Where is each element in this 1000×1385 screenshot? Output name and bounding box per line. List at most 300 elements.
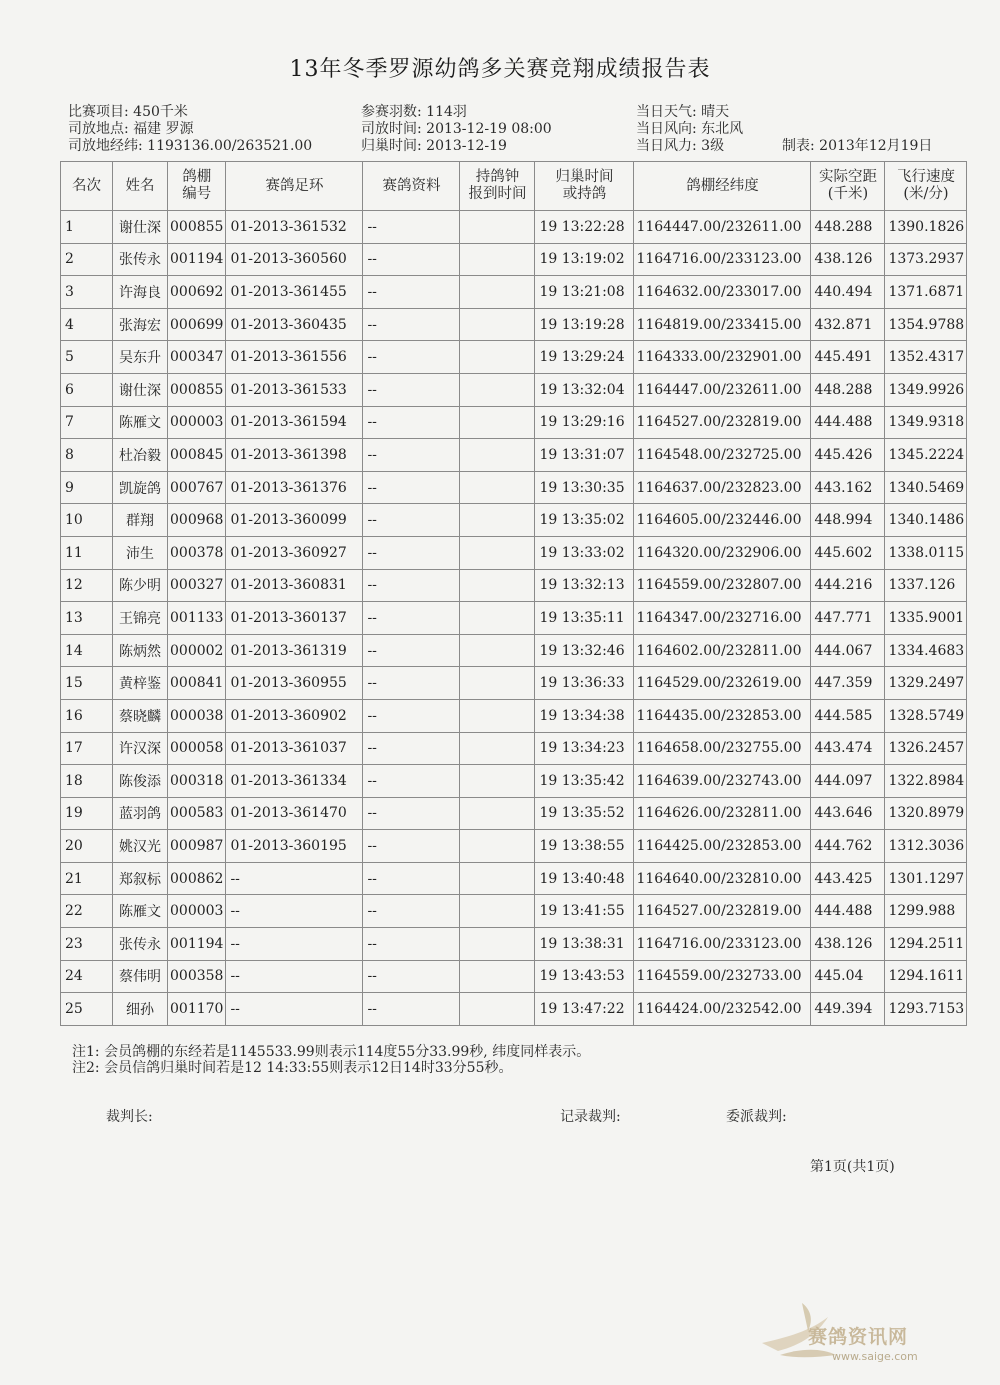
cell-info: -- bbox=[363, 797, 460, 830]
cell-rank: 12 bbox=[61, 569, 113, 602]
cell-clock bbox=[460, 667, 535, 700]
cell-name: 陈雁文 bbox=[113, 895, 168, 928]
cell-coord: 1164559.00/232807.00 bbox=[634, 569, 811, 602]
cell-ring: -- bbox=[226, 928, 363, 961]
cell-distance: 449.394 bbox=[811, 993, 885, 1026]
cell-rank: 15 bbox=[61, 667, 113, 700]
meta-return-time-label: 归巢时间: bbox=[361, 138, 422, 154]
cell-time: 19 13:32:13 bbox=[535, 569, 634, 602]
cell-info: -- bbox=[363, 536, 460, 569]
cell-rank: 23 bbox=[61, 928, 113, 961]
cell-rank: 17 bbox=[61, 732, 113, 765]
cell-info: -- bbox=[363, 308, 460, 341]
cell-clock bbox=[460, 536, 535, 569]
cell-loft: 000692 bbox=[168, 276, 226, 309]
cell-rank: 7 bbox=[61, 406, 113, 439]
cell-clock bbox=[460, 471, 535, 504]
cell-info: -- bbox=[363, 602, 460, 635]
cell-loft: 000699 bbox=[168, 308, 226, 341]
cell-clock bbox=[460, 830, 535, 863]
results-table-body bbox=[61, 211, 967, 1026]
table-row bbox=[61, 536, 967, 569]
cell-loft: 001194 bbox=[168, 928, 226, 961]
cell-clock bbox=[460, 699, 535, 732]
table-row bbox=[61, 341, 967, 374]
table-row bbox=[61, 308, 967, 341]
cell-coord: 1164447.00/232611.00 bbox=[634, 211, 811, 244]
cell-rank: 9 bbox=[61, 471, 113, 504]
cell-time: 19 13:29:16 bbox=[535, 406, 634, 439]
cell-loft: 000855 bbox=[168, 373, 226, 406]
table-row bbox=[61, 602, 967, 635]
meta-event-label: 比赛项目: bbox=[68, 104, 129, 120]
cell-name: 沛生 bbox=[113, 536, 168, 569]
cell-info: -- bbox=[363, 928, 460, 961]
cell-distance: 444.216 bbox=[811, 569, 885, 602]
cell-speed: 1320.8979 bbox=[885, 797, 967, 830]
meta-release-coord bbox=[68, 138, 312, 155]
cell-distance: 445.602 bbox=[811, 536, 885, 569]
cell-loft: 001194 bbox=[168, 243, 226, 276]
header-ring: 赛鸽足环 bbox=[226, 162, 363, 211]
cell-distance: 438.126 bbox=[811, 243, 885, 276]
cell-name: 许汉深 bbox=[113, 732, 168, 765]
header-coord: 鸽棚经纬度 bbox=[634, 162, 811, 211]
cell-name: 蔡伟明 bbox=[113, 960, 168, 993]
cell-distance: 448.288 bbox=[811, 211, 885, 244]
cell-rank: 18 bbox=[61, 765, 113, 798]
cell-name: 细孙 bbox=[113, 993, 168, 1026]
cell-time: 19 13:41:55 bbox=[535, 895, 634, 928]
cell-ring: 01-2013-361037 bbox=[226, 732, 363, 765]
cell-distance: 440.494 bbox=[811, 276, 885, 309]
cell-rank: 22 bbox=[61, 895, 113, 928]
cell-name: 杜冶毅 bbox=[113, 439, 168, 472]
cell-loft: 000968 bbox=[168, 504, 226, 537]
cell-speed: 1345.2224 bbox=[885, 439, 967, 472]
meta-wind-force-value: 3级 bbox=[701, 138, 725, 154]
cell-speed: 1337.126 bbox=[885, 569, 967, 602]
meta-prepared bbox=[782, 138, 932, 155]
cell-ring: 01-2013-361556 bbox=[226, 341, 363, 374]
cell-ring: 01-2013-360137 bbox=[226, 602, 363, 635]
cell-clock bbox=[460, 569, 535, 602]
watermark-url: www.saige.com bbox=[832, 1350, 918, 1363]
cell-name: 凯旋鸽 bbox=[113, 471, 168, 504]
meta-release-site bbox=[68, 121, 194, 138]
meta-event bbox=[68, 104, 188, 121]
cell-clock bbox=[460, 928, 535, 961]
cell-ring: -- bbox=[226, 960, 363, 993]
cell-distance: 445.04 bbox=[811, 960, 885, 993]
meta-release-time-value: 2013-12-19 08:00 bbox=[426, 121, 552, 137]
meta-event-value: 450千米 bbox=[133, 104, 188, 120]
cell-name: 陈俊添 bbox=[113, 765, 168, 798]
meta-entries-value: 114羽 bbox=[426, 104, 467, 120]
cell-time: 19 13:38:31 bbox=[535, 928, 634, 961]
cell-time: 19 13:35:02 bbox=[535, 504, 634, 537]
cell-time: 19 13:35:11 bbox=[535, 602, 634, 635]
table-row bbox=[61, 993, 967, 1026]
cell-clock bbox=[460, 862, 535, 895]
cell-ring: 01-2013-360831 bbox=[226, 569, 363, 602]
cell-coord: 1164640.00/232810.00 bbox=[634, 862, 811, 895]
cell-time: 19 13:35:42 bbox=[535, 765, 634, 798]
cell-name: 吴东升 bbox=[113, 341, 168, 374]
cell-speed: 1326.2457 bbox=[885, 732, 967, 765]
cell-ring: -- bbox=[226, 895, 363, 928]
cell-clock bbox=[460, 504, 535, 537]
cell-info: -- bbox=[363, 471, 460, 504]
cell-rank: 10 bbox=[61, 504, 113, 537]
cell-distance: 443.646 bbox=[811, 797, 885, 830]
cell-info: -- bbox=[363, 732, 460, 765]
cell-ring: 01-2013-361334 bbox=[226, 765, 363, 798]
table-row bbox=[61, 960, 967, 993]
cell-coord: 1164424.00/232542.00 bbox=[634, 993, 811, 1026]
cell-ring: 01-2013-360955 bbox=[226, 667, 363, 700]
cell-time: 19 13:35:52 bbox=[535, 797, 634, 830]
page-number: 第1页(共1页) bbox=[810, 1159, 895, 1175]
cell-distance: 447.771 bbox=[811, 602, 885, 635]
cell-ring: 01-2013-361455 bbox=[226, 276, 363, 309]
cell-info: -- bbox=[363, 895, 460, 928]
cell-coord: 1164639.00/232743.00 bbox=[634, 765, 811, 798]
meta-return-time-value: 2013-12-19 bbox=[426, 138, 507, 154]
cell-distance: 443.425 bbox=[811, 862, 885, 895]
header-row bbox=[61, 162, 967, 211]
cell-rank: 21 bbox=[61, 862, 113, 895]
meta-wind-direction-value: 东北风 bbox=[701, 121, 744, 137]
meta-weather-label: 当日天气: bbox=[636, 104, 697, 120]
cell-rank: 5 bbox=[61, 341, 113, 374]
cell-rank: 2 bbox=[61, 243, 113, 276]
cell-coord: 1164819.00/233415.00 bbox=[634, 308, 811, 341]
cell-info: -- bbox=[363, 699, 460, 732]
table-row bbox=[61, 373, 967, 406]
cell-speed: 1349.9926 bbox=[885, 373, 967, 406]
cell-distance: 448.994 bbox=[811, 504, 885, 537]
cell-coord: 1164559.00/232733.00 bbox=[634, 960, 811, 993]
cell-ring: 01-2013-360902 bbox=[226, 699, 363, 732]
table-row bbox=[61, 504, 967, 537]
cell-clock bbox=[460, 634, 535, 667]
cell-distance: 443.474 bbox=[811, 732, 885, 765]
cell-name: 张传永 bbox=[113, 928, 168, 961]
note-2: 注2: 会员信鸽归巢时间若是12 14:33:55则表示12日14时33分55秒。 bbox=[72, 1060, 513, 1076]
table-row bbox=[61, 243, 967, 276]
meta-release-coord-value: 1193136.00/263521.00 bbox=[147, 138, 313, 154]
cell-time: 19 13:29:24 bbox=[535, 341, 634, 374]
cell-coord: 1164425.00/232853.00 bbox=[634, 830, 811, 863]
cell-coord: 1164716.00/233123.00 bbox=[634, 928, 811, 961]
cell-time: 19 13:40:48 bbox=[535, 862, 634, 895]
cell-loft: 001133 bbox=[168, 602, 226, 635]
meta-prepared-value: 2013年12月19日 bbox=[819, 138, 933, 154]
cell-distance: 448.288 bbox=[811, 373, 885, 406]
cell-name: 群翔 bbox=[113, 504, 168, 537]
meta-entries-label: 参赛羽数: bbox=[361, 104, 422, 120]
cell-speed: 1340.1486 bbox=[885, 504, 967, 537]
meta-wind-force-label: 当日风力: bbox=[636, 138, 697, 154]
cell-info: -- bbox=[363, 439, 460, 472]
cell-name: 陈少明 bbox=[113, 569, 168, 602]
table-row bbox=[61, 928, 967, 961]
cell-speed: 1301.1297 bbox=[885, 862, 967, 895]
cell-clock bbox=[460, 895, 535, 928]
cell-info: -- bbox=[363, 341, 460, 374]
note-1: 注1: 会员鸽棚的东经若是1145533.99则表示114度55分33.99秒, 纬度同样表示。 bbox=[72, 1044, 591, 1060]
meta-weather-value: 晴天 bbox=[701, 104, 730, 120]
cell-info: -- bbox=[363, 667, 460, 700]
cell-coord: 1164548.00/232725.00 bbox=[634, 439, 811, 472]
header-clock: 持鸽钟 报到时间 bbox=[460, 162, 535, 211]
cell-coord: 1164320.00/232906.00 bbox=[634, 536, 811, 569]
cell-ring: 01-2013-360195 bbox=[226, 830, 363, 863]
cell-time: 19 13:32:04 bbox=[535, 373, 634, 406]
cell-speed: 1299.988 bbox=[885, 895, 967, 928]
cell-loft: 000347 bbox=[168, 341, 226, 374]
cell-time: 19 13:43:53 bbox=[535, 960, 634, 993]
cell-distance: 444.488 bbox=[811, 406, 885, 439]
cell-name: 谢仕深 bbox=[113, 373, 168, 406]
meta-release-site-value: 福建 罗源 bbox=[133, 121, 194, 137]
cell-coord: 1164527.00/232819.00 bbox=[634, 406, 811, 439]
cell-loft: 000058 bbox=[168, 732, 226, 765]
cell-coord: 1164527.00/232819.00 bbox=[634, 895, 811, 928]
cell-ring: 01-2013-360435 bbox=[226, 308, 363, 341]
cell-name: 张海宏 bbox=[113, 308, 168, 341]
cell-clock bbox=[460, 341, 535, 374]
cell-time: 19 13:33:02 bbox=[535, 536, 634, 569]
cell-loft: 000845 bbox=[168, 439, 226, 472]
cell-ring: 01-2013-361376 bbox=[226, 471, 363, 504]
cell-name: 姚汉光 bbox=[113, 830, 168, 863]
meta-release-site-label: 司放地点: bbox=[68, 121, 129, 137]
cell-ring: 01-2013-361398 bbox=[226, 439, 363, 472]
header-time: 归巢时间 或持鸽 bbox=[535, 162, 634, 211]
cell-speed: 1294.2511 bbox=[885, 928, 967, 961]
cell-coord: 1164658.00/232755.00 bbox=[634, 732, 811, 765]
cell-loft: 000987 bbox=[168, 830, 226, 863]
cell-info: -- bbox=[363, 211, 460, 244]
cell-time: 19 13:47:22 bbox=[535, 993, 634, 1026]
cell-name: 陈雁文 bbox=[113, 406, 168, 439]
cell-rank: 20 bbox=[61, 830, 113, 863]
meta-entries bbox=[361, 104, 467, 121]
table-row bbox=[61, 634, 967, 667]
cell-distance: 444.488 bbox=[811, 895, 885, 928]
cell-rank: 3 bbox=[61, 276, 113, 309]
cell-speed: 1349.9318 bbox=[885, 406, 967, 439]
cell-ring: 01-2013-361470 bbox=[226, 797, 363, 830]
cell-info: -- bbox=[363, 634, 460, 667]
cell-rank: 4 bbox=[61, 308, 113, 341]
cell-rank: 16 bbox=[61, 699, 113, 732]
cell-rank: 14 bbox=[61, 634, 113, 667]
cell-rank: 8 bbox=[61, 439, 113, 472]
cell-info: -- bbox=[363, 406, 460, 439]
cell-loft: 000862 bbox=[168, 862, 226, 895]
cell-distance: 438.126 bbox=[811, 928, 885, 961]
cell-name: 蓝羽鸽 bbox=[113, 797, 168, 830]
report-title: 13年冬季罗源幼鸽多关赛竞翔成绩报告表 bbox=[289, 57, 711, 82]
cell-loft: 000358 bbox=[168, 960, 226, 993]
cell-speed: 1352.4317 bbox=[885, 341, 967, 374]
cell-loft: 000318 bbox=[168, 765, 226, 798]
cell-info: -- bbox=[363, 960, 460, 993]
cell-speed: 1334.4683 bbox=[885, 634, 967, 667]
cell-distance: 443.162 bbox=[811, 471, 885, 504]
cell-rank: 24 bbox=[61, 960, 113, 993]
cell-name: 郑叙标 bbox=[113, 862, 168, 895]
cell-speed: 1335.9001 bbox=[885, 602, 967, 635]
cell-name: 张传永 bbox=[113, 243, 168, 276]
watermark-text: 赛鸽资讯网 bbox=[808, 1326, 909, 1348]
cell-loft: 000038 bbox=[168, 699, 226, 732]
results-table bbox=[60, 161, 967, 1026]
cell-name: 谢仕深 bbox=[113, 211, 168, 244]
table-row bbox=[61, 732, 967, 765]
cell-ring: 01-2013-361594 bbox=[226, 406, 363, 439]
cell-distance: 432.871 bbox=[811, 308, 885, 341]
cell-clock bbox=[460, 960, 535, 993]
cell-time: 19 13:21:08 bbox=[535, 276, 634, 309]
cell-distance: 447.359 bbox=[811, 667, 885, 700]
cell-speed: 1322.8984 bbox=[885, 765, 967, 798]
cell-clock bbox=[460, 993, 535, 1026]
cell-clock bbox=[460, 373, 535, 406]
cell-name: 陈炳然 bbox=[113, 634, 168, 667]
cell-info: -- bbox=[363, 862, 460, 895]
cell-info: -- bbox=[363, 830, 460, 863]
cell-clock bbox=[460, 243, 535, 276]
cell-clock bbox=[460, 602, 535, 635]
cell-loft: 001170 bbox=[168, 993, 226, 1026]
cell-speed: 1371.6871 bbox=[885, 276, 967, 309]
cell-loft: 000003 bbox=[168, 895, 226, 928]
cell-distance: 444.097 bbox=[811, 765, 885, 798]
table-row bbox=[61, 211, 967, 244]
cell-time: 19 13:31:07 bbox=[535, 439, 634, 472]
cell-time: 19 13:38:55 bbox=[535, 830, 634, 863]
cell-speed: 1293.7153 bbox=[885, 993, 967, 1026]
meta-wind-direction-label: 当日风向: bbox=[636, 121, 697, 137]
results-table-header bbox=[61, 162, 967, 211]
cell-ring: 01-2013-360099 bbox=[226, 504, 363, 537]
cell-name: 许海良 bbox=[113, 276, 168, 309]
cell-rank: 11 bbox=[61, 536, 113, 569]
cell-clock bbox=[460, 765, 535, 798]
header-distance: 实际空距 (千米) bbox=[811, 162, 885, 211]
table-row bbox=[61, 276, 967, 309]
cell-time: 19 13:34:38 bbox=[535, 699, 634, 732]
cell-coord: 1164333.00/232901.00 bbox=[634, 341, 811, 374]
cell-loft: 000855 bbox=[168, 211, 226, 244]
table-row bbox=[61, 895, 967, 928]
cell-info: -- bbox=[363, 569, 460, 602]
table-row bbox=[61, 406, 967, 439]
cell-loft: 000002 bbox=[168, 634, 226, 667]
cell-ring: 01-2013-360560 bbox=[226, 243, 363, 276]
cell-coord: 1164602.00/232811.00 bbox=[634, 634, 811, 667]
cell-coord: 1164529.00/232619.00 bbox=[634, 667, 811, 700]
cell-name: 蔡晓麟 bbox=[113, 699, 168, 732]
cell-info: -- bbox=[363, 765, 460, 798]
cell-loft: 000327 bbox=[168, 569, 226, 602]
cell-speed: 1338.0115 bbox=[885, 536, 967, 569]
header-rank: 名次 bbox=[61, 162, 113, 211]
meta-weather bbox=[636, 104, 729, 121]
cell-ring: 01-2013-361319 bbox=[226, 634, 363, 667]
cell-clock bbox=[460, 732, 535, 765]
cell-time: 19 13:22:28 bbox=[535, 211, 634, 244]
cell-speed: 1328.5749 bbox=[885, 699, 967, 732]
cell-info: -- bbox=[363, 243, 460, 276]
table-row bbox=[61, 765, 967, 798]
meta-release-time bbox=[361, 121, 552, 138]
meta-release-coord-label: 司放地经纬: bbox=[68, 138, 143, 154]
cell-coord: 1164716.00/233123.00 bbox=[634, 243, 811, 276]
cell-time: 19 13:30:35 bbox=[535, 471, 634, 504]
cell-speed: 1329.2497 bbox=[885, 667, 967, 700]
cell-time: 19 13:19:02 bbox=[535, 243, 634, 276]
meta-wind-direction bbox=[636, 121, 743, 138]
cell-coord: 1164632.00/233017.00 bbox=[634, 276, 811, 309]
cell-speed: 1373.2937 bbox=[885, 243, 967, 276]
table-row bbox=[61, 471, 967, 504]
cell-coord: 1164626.00/232811.00 bbox=[634, 797, 811, 830]
meta-return-time bbox=[361, 138, 507, 155]
table-row bbox=[61, 797, 967, 830]
meta-prepared-label: 制表: bbox=[782, 138, 815, 154]
cell-info: -- bbox=[363, 504, 460, 537]
cell-speed: 1354.9788 bbox=[885, 308, 967, 341]
cell-speed: 1312.3036 bbox=[885, 830, 967, 863]
cell-distance: 444.762 bbox=[811, 830, 885, 863]
cell-coord: 1164435.00/232853.00 bbox=[634, 699, 811, 732]
cell-rank: 25 bbox=[61, 993, 113, 1026]
cell-loft: 000841 bbox=[168, 667, 226, 700]
cell-time: 19 13:32:46 bbox=[535, 634, 634, 667]
table-row bbox=[61, 699, 967, 732]
cell-coord: 1164637.00/232823.00 bbox=[634, 471, 811, 504]
cell-time: 19 13:34:23 bbox=[535, 732, 634, 765]
cell-rank: 1 bbox=[61, 211, 113, 244]
cell-distance: 445.426 bbox=[811, 439, 885, 472]
cell-loft: 000767 bbox=[168, 471, 226, 504]
cell-time: 19 13:19:28 bbox=[535, 308, 634, 341]
cell-time: 19 13:36:33 bbox=[535, 667, 634, 700]
cell-speed: 1390.1826 bbox=[885, 211, 967, 244]
meta-release-time-label: 司放时间: bbox=[361, 121, 422, 137]
table-row bbox=[61, 862, 967, 895]
cell-speed: 1340.5469 bbox=[885, 471, 967, 504]
cell-coord: 1164447.00/232611.00 bbox=[634, 373, 811, 406]
cell-ring: 01-2013-361533 bbox=[226, 373, 363, 406]
cell-info: -- bbox=[363, 276, 460, 309]
cell-clock bbox=[460, 276, 535, 309]
cell-info: -- bbox=[363, 993, 460, 1026]
table-row bbox=[61, 667, 967, 700]
cell-rank: 6 bbox=[61, 373, 113, 406]
meta-wind-force bbox=[636, 138, 724, 155]
cell-loft: 000378 bbox=[168, 536, 226, 569]
table-row bbox=[61, 830, 967, 863]
appointed-referee-label: 委派裁判: bbox=[726, 1109, 787, 1125]
cell-distance: 445.491 bbox=[811, 341, 885, 374]
header-name: 姓名 bbox=[113, 162, 168, 211]
